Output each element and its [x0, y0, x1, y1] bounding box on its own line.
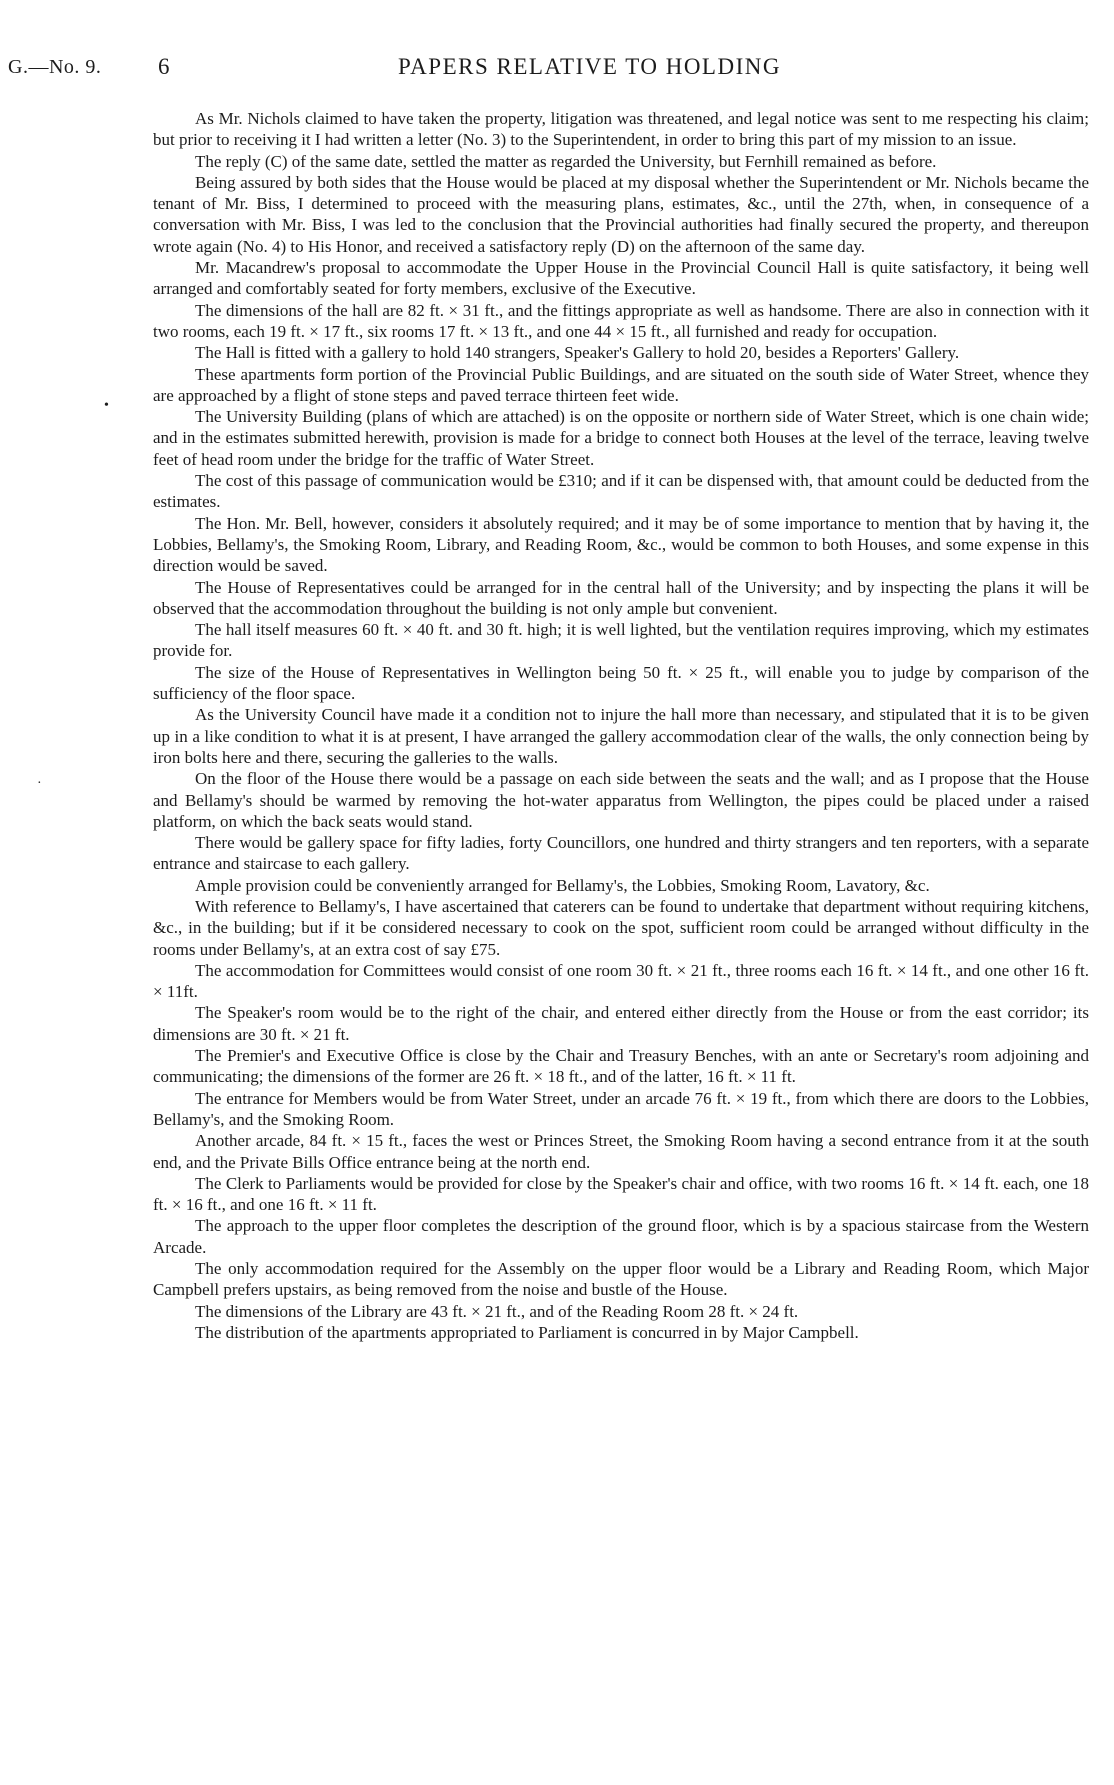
- paragraph: The only accommodation required for the Assembly on the upper floor would be a Library and Reading Room, which Major Campbell prefers upstairs, as being removed from the noise and bustle of the House.: [153, 1259, 1089, 1300]
- paragraph: There would be gallery space for fifty ladies, forty Councillors, one hundred and thirty strangers and ten reporters, with a separate entrance and staircase to each gallery.: [153, 833, 1089, 874]
- paragraph: Being assured by both sides that the House would be placed at my disposal whether the Superintendent or Mr. Nichols became the tenant of Mr. Biss, I determined to proceed with the measuring plans, estimates, &c., until the 27th, when, in consequence of a conversation with Mr. Biss, I was led to the conclusion that the Provincial authorities had finally secured the property, and thereupon wrote again (No. 4) to His Honor, and received a satisfactory reply (D) on the afternoon of the same day.: [153, 172, 1089, 256]
- paragraph: As the University Council have made it a condition not to injure the hall more than necessary, and stipulated that it is to be given up in a like condition to what it is at present, I have arranged the gallery accommodation clear of the walls, the only connection being by iron bolts here and there, securing the galleries to the walls.: [153, 705, 1089, 767]
- paragraph: The House of Representatives could be arranged for in the central hall of the University; and by inspecting the plans it will be observed that the accommodation throughout the building is not only ample but convenient.: [153, 577, 1089, 618]
- paragraph: The entrance for Members would be from Water Street, under an arcade 76 ft. × 19 ft., from which there are doors to the Lobbies, Bellamy's, and the Smoking Room.: [153, 1088, 1089, 1129]
- paragraph: The cost of this passage of communication would be £310; and if it can be dispensed with, that amount could be deducted from the estimates.: [153, 471, 1089, 512]
- body-text: [153, 108, 1089, 1343]
- paragraph: The size of the House of Representatives in Wellington being 50 ft. × 25 ft., will enable you to judge by comparison of the sufficiency of the floor space.: [153, 662, 1089, 704]
- paragraph: The approach to the upper floor completes the description of the ground floor, which is by a spacious staircase from the Western Arcade.: [153, 1216, 1089, 1257]
- paragraph: The Premier's and Executive Office is close by the Chair and Treasury Benches, with an ante or Secretary's room adjoining and communicating; the dimensions of the former are 26 ft. × 18 ft., and of the latter, 16 ft. × 11 ft.: [153, 1046, 1089, 1087]
- paragraph: Ample provision could be conveniently arranged for Bellamy's, the Lobbies, Smoking Room, Lavatory, &c.: [195, 875, 930, 895]
- paragraph: Another arcade, 84 ft. × 15 ft., faces the west or Princes Street, the Smoking Room having a second entrance from it at the south end, and the Private Bills Office entrance being at the north end.: [153, 1131, 1089, 1172]
- paragraph: The accommodation for Committees would consist of one room 30 ft. × 21 ft., three rooms each 16 ft. × 14 ft., and one other 16 ft. × 11ft.: [153, 960, 1089, 1002]
- paragraph: The Clerk to Parliaments would be provided for close by the Speaker's chair and office, with two rooms 16 ft. × 14 ft. each, one 18 ft. × 16 ft., and one 16 ft. × 11 ft.: [153, 1173, 1089, 1215]
- paragraph: The Speaker's room would be to the right of the chair, and entered either directly from the House or from the east corridor; its dimensions are 30 ft. × 21 ft.: [153, 1003, 1089, 1044]
- paragraph: The dimensions of the Library are 43 ft. × 21 ft., and of the Reading Room 28 ft. × 24 ft.: [195, 1301, 799, 1321]
- paragraph: On the floor of the House there would be a passage on each side between the seats and the wall; and as I propose that the House and Bellamy's should be warmed by removing the hot-water apparatus from Wellington, the pipes could be placed under a raised platform, on which the back seats would stand.: [153, 769, 1089, 831]
- page-header: [8, 56, 1108, 86]
- paragraph: The distribution of the apartments appropriated to Parliament is concurred in by Major Campbell.: [195, 1322, 859, 1342]
- paragraph: The University Building (plans of which are attached) is on the opposite or northern side of Water Street, which is one chain wide; and in the estimates submitted herewith, provision is made for a bridge to connect both Houses at the level of the terrace, leaving twelve feet of head room under the bridge for the traffic of Water Street.: [153, 407, 1089, 469]
- paragraph: These apartments form portion of the Provincial Public Buildings, and are situated on the south side of Water Street, whence they are approached by a flight of stone steps and paved terrace thirteen feet wide.: [153, 364, 1089, 405]
- document-reference: G.—No. 9.: [8, 56, 102, 78]
- paragraph: The reply (C) of the same date, settled the matter as regarded the University, but Fernhill remained as before.: [195, 151, 937, 171]
- paragraph: With reference to Bellamy's, I have ascertained that caterers can be found to undertake that department without requiring kitchens, &c., in the building; but if it be considered necessary to cook on the spot, sufficient room could be arranged without difficulty in the rooms under Bellamy's, at an extra cost of say £75.: [153, 896, 1089, 959]
- paragraph: The Hon. Mr. Bell, however, considers it absolutely required; and it may be of some importance to mention that by having it, the Lobbies, Bellamy's, the Smoking Room, Library, and Reading Room, &c., would be common to both Houses, and some expense in this direction would be saved.: [153, 513, 1089, 576]
- paragraph: As Mr. Nichols claimed to have taken the property, litigation was threatened, and legal notice was sent to me respecting his claim; but prior to receiving it I had written a letter (No. 3) to the Superintendent, in order to bring this part of my mission to an issue.: [153, 109, 1089, 150]
- margin-mark: ·: [37, 776, 42, 791]
- running-title: PAPERS RELATIVE TO HOLDING: [398, 54, 781, 79]
- paragraph: Mr. Macandrew's proposal to accommodate the Upper House in the Provincial Council Hall is quite satisfactory, it being well arranged and comfortably seated for forty members, exclusive of the Executive.: [153, 258, 1089, 299]
- margin-mark: •: [104, 398, 109, 413]
- paragraph: The hall itself measures 60 ft. × 40 ft. and 30 ft. high; it is well lighted, but the ventilation requires improving, which my estimates provide for.: [153, 620, 1089, 661]
- page-number: 6: [158, 54, 170, 79]
- paragraph: The Hall is fitted with a gallery to hold 140 strangers, Speaker's Gallery to hold 20, besides a Reporters' Gallery.: [195, 343, 960, 363]
- paragraph: The dimensions of the hall are 82 ft. × 31 ft., and the fittings appropriate as well as handsome. There are also in connection with it two rooms, each 19 ft. × 17 ft., six rooms 17 ft. × 13 ft., and one 44 × 15 ft., all furnished and ready for occupation.: [153, 300, 1089, 341]
